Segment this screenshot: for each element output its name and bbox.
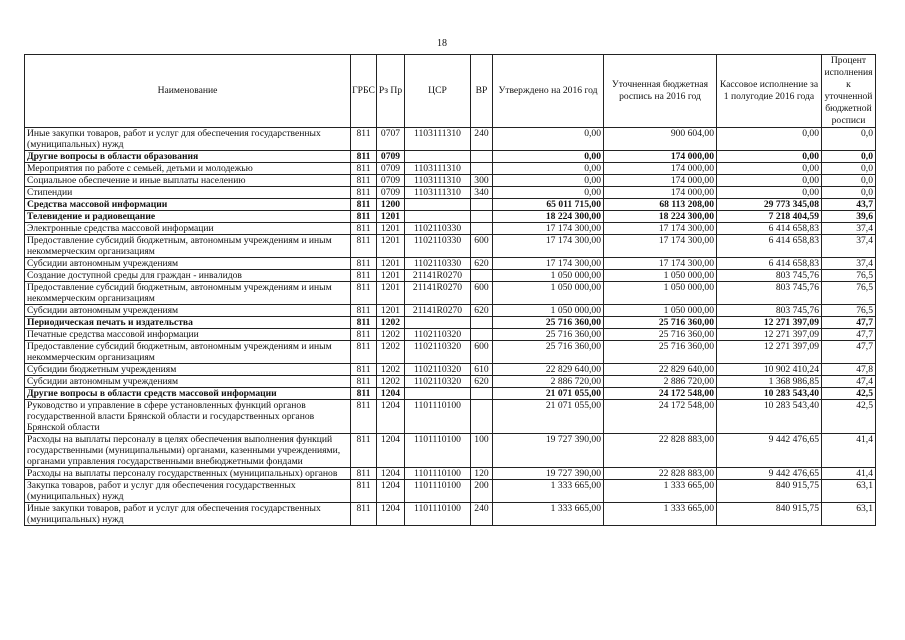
cell-cash: 0,00 xyxy=(717,187,822,199)
cell-approved: 1 050 000,00 xyxy=(493,305,604,317)
cell-percent: 37,4 xyxy=(822,223,876,235)
cell-refined: 18 224 300,00 xyxy=(604,211,717,223)
cell-rzpr: 0709 xyxy=(377,187,405,199)
cell-csr xyxy=(405,211,471,223)
cell-approved: 2 886 720,00 xyxy=(493,376,604,388)
cell-name: Другие вопросы в области образования xyxy=(25,151,351,163)
cell-csr: 1103111310 xyxy=(405,175,471,187)
cell-refined: 900 604,00 xyxy=(604,128,717,151)
cell-vr xyxy=(471,199,493,211)
cell-cash: 10 902 410,24 xyxy=(717,364,822,376)
cell-grbs: 811 xyxy=(351,400,377,434)
cell-cash: 10 283 543,40 xyxy=(717,400,822,434)
table-row xyxy=(25,163,876,175)
cell-percent: 42,5 xyxy=(822,400,876,434)
cell-rzpr: 1201 xyxy=(377,282,405,305)
cell-grbs: 811 xyxy=(351,364,377,376)
cell-approved: 17 174 300,00 xyxy=(493,223,604,235)
cell-refined: 174 000,00 xyxy=(604,151,717,163)
cell-rzpr: 1204 xyxy=(377,468,405,480)
cell-refined: 22 828 883,00 xyxy=(604,434,717,468)
cell-cash: 0,00 xyxy=(717,128,822,151)
cell-cash: 803 745,76 xyxy=(717,282,822,305)
cell-grbs: 811 xyxy=(351,468,377,480)
cell-approved: 19 727 390,00 xyxy=(493,468,604,480)
cell-vr: 240 xyxy=(471,503,493,526)
table-row xyxy=(25,151,876,163)
cell-refined: 25 716 360,00 xyxy=(604,317,717,329)
table-row xyxy=(25,317,876,329)
cell-csr xyxy=(405,317,471,329)
cell-percent: 37,4 xyxy=(822,258,876,270)
cell-percent: 76,5 xyxy=(822,305,876,317)
cell-name: Субсидии автономным учреждениям xyxy=(25,305,351,317)
cell-csr: 1103111310 xyxy=(405,128,471,151)
cell-csr: 21141R0270 xyxy=(405,305,471,317)
cell-csr: 1101110100 xyxy=(405,434,471,468)
cell-name: Электронные средства массовой информации xyxy=(25,223,351,235)
cell-approved: 1 050 000,00 xyxy=(493,270,604,282)
cell-name: Создание доступной среды для граждан - инвалидов xyxy=(25,270,351,282)
cell-approved: 25 716 360,00 xyxy=(493,317,604,329)
cell-percent: 47,8 xyxy=(822,364,876,376)
cell-percent: 0,0 xyxy=(822,187,876,199)
table-row xyxy=(25,341,876,364)
cell-name: Социальное обеспечение и иные выплаты населению xyxy=(25,175,351,187)
cell-grbs: 811 xyxy=(351,175,377,187)
cell-percent: 0,0 xyxy=(822,175,876,187)
cell-vr xyxy=(471,211,493,223)
cell-approved: 25 716 360,00 xyxy=(493,341,604,364)
cell-percent: 39,6 xyxy=(822,211,876,223)
cell-refined: 174 000,00 xyxy=(604,187,717,199)
table-row xyxy=(25,235,876,258)
cell-vr: 620 xyxy=(471,376,493,388)
cell-cash: 12 271 397,09 xyxy=(717,317,822,329)
cell-cash: 12 271 397,09 xyxy=(717,329,822,341)
cell-name: Предоставление субсидий бюджетным, автономным учреждениям и иным некоммерческим организациям xyxy=(25,341,351,364)
cell-vr: 600 xyxy=(471,282,493,305)
cell-rzpr: 1201 xyxy=(377,211,405,223)
cell-refined: 25 716 360,00 xyxy=(604,329,717,341)
cell-rzpr: 1204 xyxy=(377,388,405,400)
cell-name: Мероприятия по работе с семьей, детьми и молодежью xyxy=(25,163,351,175)
cell-cash: 0,00 xyxy=(717,151,822,163)
cell-refined: 24 172 548,00 xyxy=(604,388,717,400)
cell-grbs: 811 xyxy=(351,503,377,526)
cell-csr: 1102110320 xyxy=(405,364,471,376)
cell-vr: 300 xyxy=(471,175,493,187)
table-row xyxy=(25,503,876,526)
cell-percent: 76,5 xyxy=(822,282,876,305)
cell-refined: 1 050 000,00 xyxy=(604,305,717,317)
header-percent: Процент исполнения к уточненной бюджетной росписи xyxy=(822,55,876,128)
cell-percent: 47,7 xyxy=(822,341,876,364)
cell-rzpr: 1202 xyxy=(377,376,405,388)
cell-approved: 18 224 300,00 xyxy=(493,211,604,223)
cell-name: Субсидии автономным учреждениям xyxy=(25,258,351,270)
table-row xyxy=(25,258,876,270)
cell-approved: 17 174 300,00 xyxy=(493,235,604,258)
cell-approved: 0,00 xyxy=(493,187,604,199)
cell-csr xyxy=(405,151,471,163)
cell-vr xyxy=(471,388,493,400)
cell-name: Иные закупки товаров, работ и услуг для обеспечения государственных (муниципальных) нужд xyxy=(25,503,351,526)
cell-refined: 68 113 208,00 xyxy=(604,199,717,211)
cell-cash: 1 368 986,85 xyxy=(717,376,822,388)
cell-percent: 0,0 xyxy=(822,128,876,151)
table-row xyxy=(25,434,876,468)
cell-grbs: 811 xyxy=(351,317,377,329)
cell-cash: 0,00 xyxy=(717,175,822,187)
cell-approved: 0,00 xyxy=(493,163,604,175)
cell-name: Субсидии автономным учреждениям xyxy=(25,376,351,388)
cell-vr xyxy=(471,400,493,434)
cell-grbs: 811 xyxy=(351,211,377,223)
header-approved: Утверждено на 2016 год xyxy=(493,55,604,128)
cell-approved: 0,00 xyxy=(493,128,604,151)
cell-name: Стипендии xyxy=(25,187,351,199)
cell-name: Предоставление субсидий бюджетным, автономным учреждениям и иным некоммерческим организациям xyxy=(25,282,351,305)
cell-rzpr: 1202 xyxy=(377,317,405,329)
cell-rzpr: 1201 xyxy=(377,305,405,317)
cell-percent: 0,0 xyxy=(822,163,876,175)
cell-grbs: 811 xyxy=(351,305,377,317)
cell-refined: 24 172 548,00 xyxy=(604,400,717,434)
cell-csr: 1103111310 xyxy=(405,187,471,199)
cell-vr: 610 xyxy=(471,364,493,376)
cell-vr xyxy=(471,329,493,341)
cell-refined: 174 000,00 xyxy=(604,175,717,187)
cell-rzpr: 1202 xyxy=(377,364,405,376)
cell-grbs: 811 xyxy=(351,163,377,175)
cell-vr xyxy=(471,223,493,235)
cell-name: Телевидение и радиовещание xyxy=(25,211,351,223)
cell-rzpr: 1201 xyxy=(377,270,405,282)
cell-refined: 25 716 360,00 xyxy=(604,341,717,364)
cell-approved: 22 829 640,00 xyxy=(493,364,604,376)
cell-csr xyxy=(405,388,471,400)
table-row xyxy=(25,223,876,235)
cell-percent: 47,7 xyxy=(822,317,876,329)
cell-name: Расходы на выплаты персоналу государственных (муниципальных) органов xyxy=(25,468,351,480)
cell-name: Печатные средства массовой информации xyxy=(25,329,351,341)
cell-grbs: 811 xyxy=(351,199,377,211)
cell-csr: 1101110100 xyxy=(405,400,471,434)
cell-approved: 1 333 665,00 xyxy=(493,480,604,503)
cell-grbs: 811 xyxy=(351,434,377,468)
cell-refined: 17 174 300,00 xyxy=(604,235,717,258)
cell-percent: 41,4 xyxy=(822,434,876,468)
table-row xyxy=(25,199,876,211)
cell-rzpr: 1202 xyxy=(377,341,405,364)
cell-vr xyxy=(471,163,493,175)
cell-grbs: 811 xyxy=(351,258,377,270)
table-row xyxy=(25,282,876,305)
page-number: 18 xyxy=(437,38,447,49)
cell-percent: 47,4 xyxy=(822,376,876,388)
cell-approved: 25 716 360,00 xyxy=(493,329,604,341)
cell-grbs: 811 xyxy=(351,341,377,364)
cell-refined: 22 828 883,00 xyxy=(604,468,717,480)
cell-refined: 1 050 000,00 xyxy=(604,270,717,282)
cell-csr: 1102110330 xyxy=(405,258,471,270)
cell-cash: 840 915,75 xyxy=(717,480,822,503)
cell-cash: 6 414 658,83 xyxy=(717,258,822,270)
cell-grbs: 811 xyxy=(351,376,377,388)
cell-vr xyxy=(471,317,493,329)
cell-grbs: 811 xyxy=(351,223,377,235)
table-row xyxy=(25,376,876,388)
cell-rzpr: 1201 xyxy=(377,258,405,270)
cell-refined: 174 000,00 xyxy=(604,163,717,175)
cell-rzpr: 1200 xyxy=(377,199,405,211)
cell-name: Средства массовой информации xyxy=(25,199,351,211)
table-row xyxy=(25,211,876,223)
table-body xyxy=(25,128,876,526)
cell-vr: 200 xyxy=(471,480,493,503)
cell-rzpr: 0709 xyxy=(377,163,405,175)
cell-name: Руководство и управление в сфере установленных функций органов государственной власти Брянской области и государственных органов Брянской области xyxy=(25,400,351,434)
cell-grbs: 811 xyxy=(351,235,377,258)
cell-rzpr: 0709 xyxy=(377,151,405,163)
cell-vr: 240 xyxy=(471,128,493,151)
cell-refined: 17 174 300,00 xyxy=(604,223,717,235)
cell-cash: 6 414 658,83 xyxy=(717,223,822,235)
header-csr: ЦСР xyxy=(405,55,471,128)
table-row xyxy=(25,329,876,341)
header-cash: Кассовое исполнение за 1 полугодие 2016 года xyxy=(717,55,822,128)
cell-csr: 1101110100 xyxy=(405,480,471,503)
cell-rzpr: 1202 xyxy=(377,329,405,341)
cell-grbs: 811 xyxy=(351,128,377,151)
cell-rzpr: 0709 xyxy=(377,175,405,187)
header-grbs: ГРБС xyxy=(351,55,377,128)
cell-name: Периодическая печать и издательства xyxy=(25,317,351,329)
cell-vr xyxy=(471,270,493,282)
cell-vr xyxy=(471,151,493,163)
cell-name: Иные закупки товаров, работ и услуг для обеспечения государственных (муниципальных) нужд xyxy=(25,128,351,151)
cell-percent: 76,5 xyxy=(822,270,876,282)
cell-grbs: 811 xyxy=(351,329,377,341)
cell-csr: 1102110330 xyxy=(405,223,471,235)
cell-rzpr: 0707 xyxy=(377,128,405,151)
cell-approved: 0,00 xyxy=(493,175,604,187)
table-row xyxy=(25,187,876,199)
cell-grbs: 811 xyxy=(351,388,377,400)
cell-approved: 19 727 390,00 xyxy=(493,434,604,468)
cell-cash: 9 442 476,65 xyxy=(717,468,822,480)
cell-grbs: 811 xyxy=(351,187,377,199)
cell-cash: 9 442 476,65 xyxy=(717,434,822,468)
cell-refined: 17 174 300,00 xyxy=(604,258,717,270)
cell-name: Другие вопросы в области средств массовой информации xyxy=(25,388,351,400)
cell-cash: 29 773 345,08 xyxy=(717,199,822,211)
budget-table xyxy=(24,54,876,526)
table-row xyxy=(25,270,876,282)
table-row xyxy=(25,480,876,503)
cell-name: Субсидии бюджетным учреждениям xyxy=(25,364,351,376)
cell-refined: 1 050 000,00 xyxy=(604,282,717,305)
table-row xyxy=(25,364,876,376)
cell-cash: 840 915,75 xyxy=(717,503,822,526)
cell-vr: 120 xyxy=(471,468,493,480)
cell-approved: 21 071 055,00 xyxy=(493,400,604,434)
cell-csr: 1102110320 xyxy=(405,329,471,341)
cell-csr: 1102110330 xyxy=(405,235,471,258)
cell-name: Закупка товаров, работ и услуг для обеспечения государственных (муниципальных) нужд xyxy=(25,480,351,503)
header-vr: ВР xyxy=(471,55,493,128)
cell-grbs: 811 xyxy=(351,282,377,305)
cell-refined: 1 333 665,00 xyxy=(604,503,717,526)
cell-cash: 10 283 543,40 xyxy=(717,388,822,400)
cell-csr: 1103111310 xyxy=(405,163,471,175)
cell-rzpr: 1201 xyxy=(377,235,405,258)
cell-vr: 340 xyxy=(471,187,493,199)
cell-percent: 63,1 xyxy=(822,480,876,503)
cell-cash: 803 745,76 xyxy=(717,305,822,317)
cell-approved: 17 174 300,00 xyxy=(493,258,604,270)
cell-rzpr: 1201 xyxy=(377,223,405,235)
cell-rzpr: 1204 xyxy=(377,400,405,434)
cell-approved: 1 050 000,00 xyxy=(493,282,604,305)
cell-csr: 21141R0270 xyxy=(405,282,471,305)
cell-cash: 7 218 404,59 xyxy=(717,211,822,223)
cell-vr: 600 xyxy=(471,235,493,258)
header-name: Наименование xyxy=(25,55,351,128)
cell-percent: 63,1 xyxy=(822,503,876,526)
cell-name: Предоставление субсидий бюджетным, автономным учреждениям и иным некоммерческим организациям xyxy=(25,235,351,258)
cell-rzpr: 1204 xyxy=(377,480,405,503)
cell-cash: 803 745,76 xyxy=(717,270,822,282)
cell-vr: 620 xyxy=(471,305,493,317)
header-rzpr: Рз Пр xyxy=(377,55,405,128)
table-row xyxy=(25,128,876,151)
table-row xyxy=(25,305,876,317)
cell-csr: 1102110320 xyxy=(405,376,471,388)
cell-percent: 0,0 xyxy=(822,151,876,163)
table-row xyxy=(25,400,876,434)
cell-vr: 600 xyxy=(471,341,493,364)
cell-approved: 21 071 055,00 xyxy=(493,388,604,400)
cell-name: Расходы на выплаты персоналу в целях обеспечения выполнения функций государственными (муниципальными) органами, казенными учреждениями, органами управления государственными внебюджетными фондами xyxy=(25,434,351,468)
cell-csr: 21141R0270 xyxy=(405,270,471,282)
cell-vr: 620 xyxy=(471,258,493,270)
cell-approved: 65 011 715,00 xyxy=(493,199,604,211)
cell-rzpr: 1204 xyxy=(377,434,405,468)
cell-approved: 1 333 665,00 xyxy=(493,503,604,526)
cell-csr xyxy=(405,199,471,211)
cell-percent: 43,7 xyxy=(822,199,876,211)
cell-percent: 41,4 xyxy=(822,468,876,480)
cell-cash: 0,00 xyxy=(717,163,822,175)
cell-grbs: 811 xyxy=(351,151,377,163)
cell-cash: 6 414 658,83 xyxy=(717,235,822,258)
cell-percent: 42,5 xyxy=(822,388,876,400)
cell-cash: 12 271 397,09 xyxy=(717,341,822,364)
table-row xyxy=(25,388,876,400)
cell-refined: 2 886 720,00 xyxy=(604,376,717,388)
cell-percent: 37,4 xyxy=(822,235,876,258)
header-refined: Уточненная бюджетная роспись на 2016 год xyxy=(604,55,717,128)
cell-csr: 1101110100 xyxy=(405,468,471,480)
cell-refined: 22 829 640,00 xyxy=(604,364,717,376)
cell-percent: 47,7 xyxy=(822,329,876,341)
cell-rzpr: 1204 xyxy=(377,503,405,526)
cell-csr: 1102110320 xyxy=(405,341,471,364)
cell-grbs: 811 xyxy=(351,480,377,503)
header-row xyxy=(25,55,876,128)
cell-refined: 1 333 665,00 xyxy=(604,480,717,503)
table-row xyxy=(25,175,876,187)
table-row xyxy=(25,468,876,480)
cell-approved: 0,00 xyxy=(493,151,604,163)
cell-grbs: 811 xyxy=(351,270,377,282)
cell-csr: 1101110100 xyxy=(405,503,471,526)
cell-vr: 100 xyxy=(471,434,493,468)
